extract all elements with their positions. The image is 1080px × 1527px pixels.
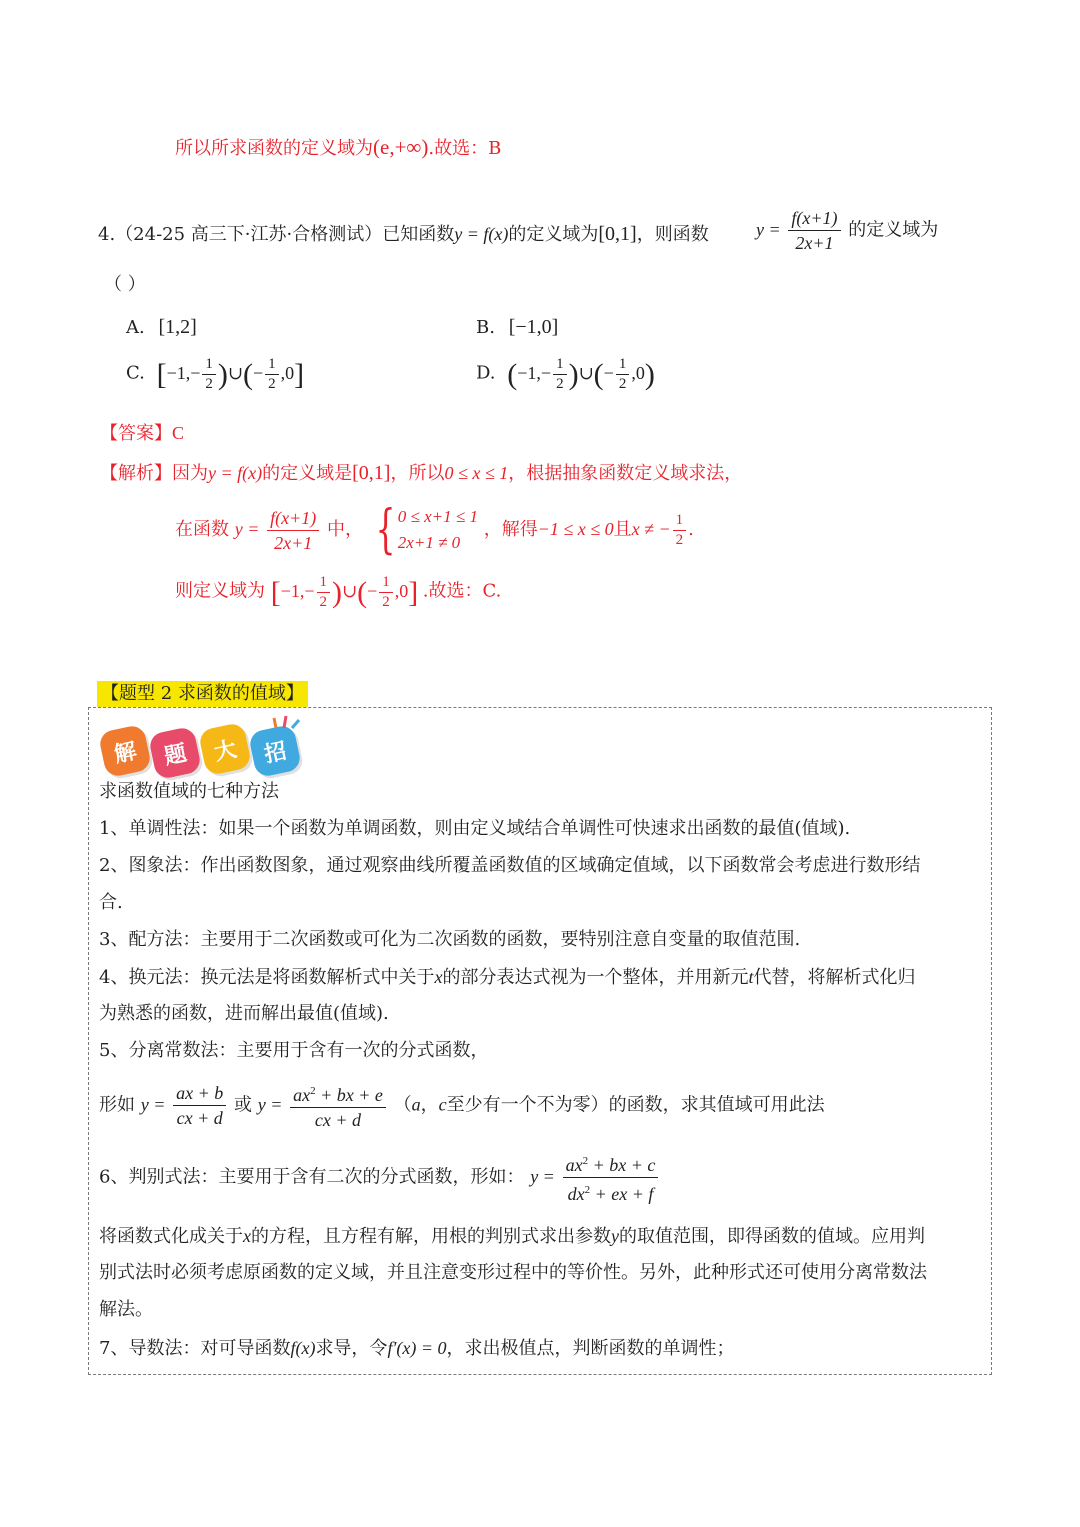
methods-heading: 求函数值域的七种方法 (99, 781, 279, 802)
answer: 【答案】C (100, 423, 185, 444)
tips-logo (100, 714, 310, 780)
option-c: C. [−1,− $\frac{1}{2}$ )∪(− $\frac{1}{2}$ ,0] (126, 356, 305, 392)
method-3: 3、配方法：主要用于二次函数或可化为二次函数的函数，要特别注意自变量的取值范围. (99, 929, 801, 950)
method-2-cont: 合. (99, 892, 123, 913)
analysis-line-1: 【解析】因为y = f(x)的定义域是[0,1]，所以0 ≤ x ≤ 1，根据抽象函数定义域求法， (100, 462, 743, 484)
question-4-stem: 4.（24-25 高三下·江苏·合格测试）已知函数y = f(x)的定义域为[0,1]，则函数 (98, 223, 709, 245)
fraction: $\frac{f(x+1)}{2x+1}$ (788, 207, 840, 254)
logo-char-3: 大 (198, 722, 253, 777)
logo-char-4: 招 (248, 724, 303, 779)
method-6-line-3: 别式法时必须考虑原函数的定义域，并且注意变形过程中的等价性。另外，此种形式还可使用分离常数法 (99, 1262, 927, 1283)
analysis-line-3: 则定义域为 [−1,− $\frac{1}{2}$ )∪(− $\frac{1}{2}$ ,0] .故选：C. (175, 574, 502, 610)
sparkle-icon (272, 714, 302, 730)
method-5: 5、分离常数法：主要用于含有一次的分式函数， (99, 1040, 489, 1061)
logo-char-1: 解 (98, 724, 153, 779)
question-4-fraction: y = $\frac{f(x+1)}{2x+1}$ 的定义域为 (756, 208, 939, 253)
logo-char-2: 题 (148, 726, 203, 781)
method-5-form: 形如 y = $\frac{ax + b}{cx + d}$ 或 y = $\frac{ax^2 + bx + e}{cx + d}$ （a，c至少有一个不为零）的函数，求其值域可用此法 (99, 1080, 825, 1131)
answer-parens: （ ） (104, 274, 146, 295)
analysis-line-2: 在函数 y = $\frac{f(x+1)}{2x+1}$ 中， { 0 ≤ x+1 ≤ 1 2x+1 ≠ 0 ，解得−1 ≤ x ≤ 0且x ≠ − $\frac{1}{2}$ . (175, 500, 694, 560)
option-b: B. [−1,0] (476, 316, 559, 338)
prev-conclusion: 所以所求函数的定义域为(e,+∞).故选：B (175, 135, 502, 159)
method-7: 7、导数法：对可导函数f(x)求导，令f′(x) = 0，求出极值点，判断函数的单调性； (99, 1338, 735, 1359)
section-title: 【题型 2 求函数的值域】 (97, 681, 308, 707)
method-2: 2、图象法：作出函数图象，通过观察曲线所覆盖函数值的区域确定值域，以下函数常会考虑进行数形结 (99, 855, 921, 876)
method-6: 6、判别式法：主要用于含有二次的分式函数，形如： y = $\frac{ax^2 + bx + c}{dx^2 + ex + f}$ (99, 1150, 660, 1205)
method-6-line-2: 将函数式化成关于x的方程，且方程有解，用根的判别式求出参数y的取值范围，即得函数的值域。应用判 (99, 1226, 925, 1247)
method-4-cont: 为熟悉的函数，进而解出最值(值域). (99, 1003, 389, 1024)
method-4: 4、换元法：换元法是将函数解析式中关于x的部分表达式视为一个整体，并用新元t代替，将解析式化归 (99, 967, 916, 988)
option-d: D. (−1,− $\frac{1}{2}$ )∪(− $\frac{1}{2}$ ,0) (476, 356, 655, 392)
method-6-line-4: 解法。 (99, 1299, 153, 1320)
method-1: 1、单调性法：如果一个函数为单调函数，则由定义域结合单调性可快速求出函数的最值(值域). (99, 818, 851, 839)
option-a: A. [1,2] (126, 316, 197, 338)
